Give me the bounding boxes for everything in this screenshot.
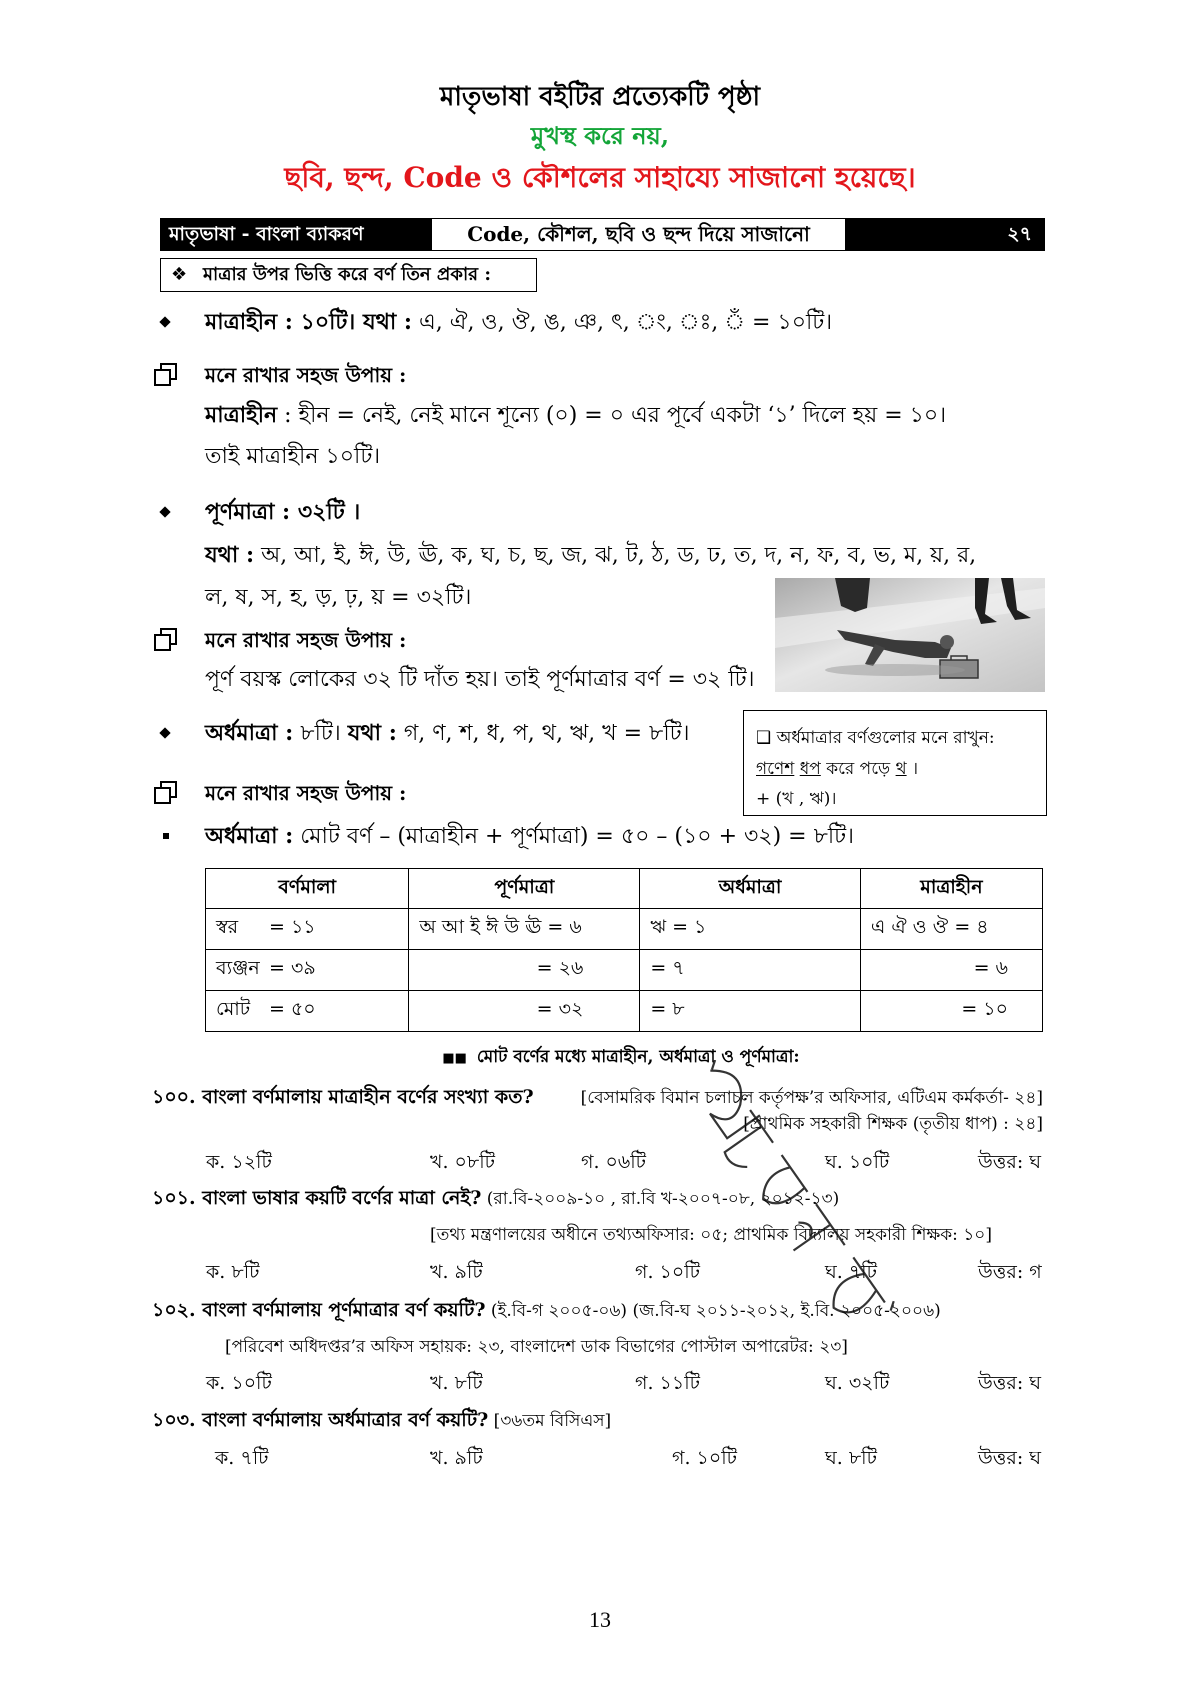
mnemonic-part: । xyxy=(906,759,919,779)
section-heading xyxy=(0,1045,1200,1071)
memo1-line1 xyxy=(205,400,946,431)
chapter-banner xyxy=(160,218,1045,251)
question-100-source: [বেসামরিক বিমান চলাচল কর্তৃপক্ষ’র অফিসার, এটিএম কর্মকর্তা- ২৪] xyxy=(580,1088,1043,1108)
option-gha: ঘ. ৩২টি xyxy=(825,1372,890,1394)
table-row xyxy=(206,991,1043,1032)
cell-value: = ৩৯ xyxy=(269,957,316,979)
table-cell: = ৭ xyxy=(640,950,861,991)
table-cell: অ আ ই ঈ উ ঊ = ৬ xyxy=(409,909,640,950)
ardhamatra-line xyxy=(205,718,689,749)
matrahin-example-label: যথা : xyxy=(355,309,413,335)
memo1-line2: তাই মাত্রাহীন ১০টি। xyxy=(205,444,381,469)
table-cell xyxy=(206,909,409,950)
answer: উত্তর: ঘ xyxy=(978,1447,1042,1469)
purnamatra-label: পূর্ণমাত্রা : ৩২টি । xyxy=(205,499,361,525)
square-bullet-icon xyxy=(163,833,169,839)
mnemonic-part: ধপ xyxy=(799,759,821,779)
question-102-options xyxy=(0,1370,1200,1396)
table-cell: = ৬ xyxy=(860,950,1042,991)
subtitle-red: ছবি, ছন্দ, Code ও কৌশলের সাহায্যে সাজানো হয়েছে। xyxy=(284,161,916,194)
memo2-line1: পূর্ণ বয়স্ক লোকের ৩২ টি দাঁত হয়। তাই পূর্ণমাত্রার বর্ণ = ৩২ টি। xyxy=(205,667,755,692)
table-cell: = ৮ xyxy=(640,991,861,1032)
table-cell: ঋ = ১ xyxy=(640,909,861,950)
question-number: ১০১. xyxy=(152,1187,196,1209)
mnemonic-part: থ xyxy=(895,759,907,779)
table-cell: = ২৬ xyxy=(409,950,640,991)
cell-label: স্বর xyxy=(216,916,239,938)
diamond-bullet-icon xyxy=(159,727,170,738)
banner-page-number: ২৭ xyxy=(846,219,1044,250)
matrahin-line xyxy=(205,307,832,338)
question-101 xyxy=(152,1185,839,1212)
matrahin-letters: এ, ঐ, ও, ঔ, ঙ, ঞ, ৎ, ং, ঃ, ঁ = ১০টি। xyxy=(412,310,833,335)
ardhamatra-letters: গ, ণ, শ, ধ, প, থ, ঋ, খ = ৮টি। xyxy=(396,721,690,746)
question-102-source2: [পরিবেশ অধিদপ্তর’র অফিস সহায়ক: ২৩, বাংলাদেশ ডাক বিভাগের পোস্টাল অপারেটর: ২৩] xyxy=(225,1337,848,1357)
letter-count-table xyxy=(205,868,1043,1032)
table-row xyxy=(206,950,1043,991)
checkbox-icon: ❑ xyxy=(756,728,772,748)
copy-note-icon xyxy=(152,627,180,653)
option-ga: গ. ১০টি xyxy=(635,1261,701,1283)
memo1-text: : হীন = নেই, নেই মানে শূন্যে (০) = ০ এর পূর্বে একটা ‘১’ দিলে হয় = ১০। xyxy=(277,403,947,428)
option-ga: গ. ১১টি xyxy=(635,1372,700,1394)
page-number: 13 xyxy=(589,1607,611,1632)
question-source: (রা.বি-২০০৯-১০ , রা.বি খ-২০০৭-০৮, ২০১২-১৩) xyxy=(481,1189,840,1209)
purnamatra-letters-1 xyxy=(205,540,976,571)
question-103 xyxy=(152,1407,611,1434)
option-gha: ঘ. ৭টি xyxy=(825,1261,877,1283)
slipping-man-photo xyxy=(775,578,1045,692)
table-cell xyxy=(206,950,409,991)
section-heading-text: মোট বর্ণের মধ্যে মাত্রাহীন, অর্ধমাত্রা ও পূর্ণমাত্রা: xyxy=(476,1047,800,1067)
formula-line xyxy=(205,821,854,852)
option-gha: ঘ. ৮টি xyxy=(825,1447,877,1469)
subtitle-green: মুখস্থ করে নয়, xyxy=(530,121,670,150)
purnamatra-example-label: যথা : xyxy=(205,542,255,568)
question-number: ১০২. xyxy=(152,1299,196,1321)
question-source: [৩৬তম বিসিএস] xyxy=(488,1411,612,1431)
ardhamatra-example-label: যথা : xyxy=(347,720,397,746)
answer: উত্তর: ঘ xyxy=(978,1151,1042,1173)
mnemonic-title xyxy=(756,726,995,750)
question-text: বাংলা বর্ণমালায় পূর্ণমাত্রার বর্ণ কয়টি? xyxy=(195,1299,486,1321)
table-row xyxy=(206,909,1043,950)
question-100 xyxy=(152,1084,534,1110)
question-103-options xyxy=(0,1445,1200,1471)
copy-note-icon xyxy=(152,362,180,388)
question-text: বাংলা বর্ণমালায় অর্ধমাত্রার বর্ণ কয়টি? xyxy=(195,1409,489,1431)
answer: উত্তর: গ xyxy=(978,1261,1042,1283)
question-text: বাংলা বর্ণমালায় মাত্রাহীন বর্ণের সংখ্যা কত? xyxy=(195,1086,534,1108)
option-kha: খ. ০৮টি xyxy=(430,1151,496,1173)
table-header-row xyxy=(206,869,1043,909)
option-kha: খ. ৯টি xyxy=(430,1447,483,1469)
question-101-options xyxy=(0,1259,1200,1285)
cell-label: ব্যঞ্জন xyxy=(216,957,260,979)
mnemonic-title-text: অর্ধমাত্রার বর্ণগুলোর মনে রাখুন: xyxy=(776,728,995,748)
matrahin-label: মাত্রাহীন : ১০টি। xyxy=(205,309,356,335)
diamond-bullet-icon xyxy=(159,316,170,327)
question-source: (ই.বি-গ ২০০৫-০৬) (জ.বি-ঘ ২০১১-২০১২, ই.বি. ২০০৫-২০০৬) xyxy=(485,1301,941,1321)
cell-label: মোট xyxy=(216,998,251,1020)
mnemonic-extra: + (খ , ঋ)। xyxy=(756,789,837,809)
memo1-heading: মনে রাখার সহজ উপায় : xyxy=(205,363,407,387)
cell-value: = ৫০ xyxy=(269,998,316,1020)
banner-chapter-label: মাতৃভাষা - বাংলা ব্যাকরণ xyxy=(161,219,431,250)
diamond-bullet-icon xyxy=(159,506,170,517)
table-cell xyxy=(206,991,409,1032)
four-diamond-icon: ❖ xyxy=(171,264,188,285)
option-ka: ক. ৮টি xyxy=(206,1261,260,1283)
table-header: মাত্রাহীন xyxy=(860,869,1042,909)
mnemonic-part: করে পড়ে xyxy=(820,759,896,779)
purnamatra-letters-2: ল, ষ, স, হ, ড়, ঢ়, য় = ৩২টি। xyxy=(205,585,472,610)
banner-tagline: Code, কৌশল, ছবি ও ছন্দ দিয়ে সাজানো xyxy=(431,219,846,250)
question-text: বাংলা ভাষার কয়টি বর্ণের মাত্রা নেই? xyxy=(195,1187,482,1209)
memo3-heading: মনে রাখার সহজ উপায় : xyxy=(205,781,407,805)
mnemonic-phrase xyxy=(756,757,918,781)
formula-label: অর্ধমাত্রা : xyxy=(205,823,294,849)
question-number: ১০০. xyxy=(152,1086,196,1108)
mnemonic-box xyxy=(743,710,1047,816)
option-kha: খ. ৮টি xyxy=(430,1372,483,1394)
table-cell: এ ঐ ও ঔ = ৪ xyxy=(860,909,1042,950)
question-number: ১০৩. xyxy=(152,1409,196,1431)
intro-box xyxy=(160,258,537,292)
intro-text: মাত্রার উপর ভিত্তি করে বর্ণ তিন প্রকার : xyxy=(203,264,491,285)
purnamatra-letters: অ, আ, ই, ঈ, উ, ঊ, ক, ঘ, চ, ছ, জ, ঝ, ট, ঠ, ড, ঢ, ত, দ, ন, ফ, ব, ভ, ম, য়, র, xyxy=(254,543,977,568)
memo1-label: মাত্রাহীন xyxy=(205,402,278,428)
table-header: পূর্ণমাত্রা xyxy=(409,869,640,909)
answer: উত্তর: ঘ xyxy=(978,1372,1042,1394)
table-cell: = ১০ xyxy=(860,991,1042,1032)
memo2-heading: মনে রাখার সহজ উপায় : xyxy=(205,628,407,652)
option-ka: ক. ১২টি xyxy=(206,1151,272,1173)
option-kha: খ. ৯টি xyxy=(430,1261,483,1283)
question-100-source2: [প্রাথমিক সহকারী শিক্ষক (তৃতীয় ধাপ) : ২৪] xyxy=(743,1114,1043,1134)
square-bullets-icon: ■■ xyxy=(442,1051,467,1066)
option-ka: ক. ৭টি xyxy=(215,1447,269,1469)
copy-note-icon xyxy=(152,780,180,806)
ardhamatra-count: ৮টি। xyxy=(293,721,348,746)
option-ka: ক. ১০টি xyxy=(206,1372,272,1394)
cell-value: = ১১ xyxy=(269,916,316,938)
option-gha: ঘ. ১০টি xyxy=(825,1151,890,1173)
formula-text: মোট বর্ণ – (মাত্রাহীন + পূর্ণমাত্রা) = ৫০ – (১০ + ৩২) = ৮টি। xyxy=(293,824,855,849)
ardhamatra-label: অর্ধমাত্রা : xyxy=(205,720,294,746)
table-header: অর্ধমাত্রা xyxy=(640,869,861,909)
question-100-options xyxy=(0,1149,1200,1175)
option-ga: গ. ১০টি xyxy=(672,1447,738,1469)
mnemonic-part: গণেশ xyxy=(756,759,795,779)
table-header: বর্ণমালা xyxy=(206,869,409,909)
question-102 xyxy=(152,1297,941,1324)
page-title: মাতৃভাষা বইটির প্রত্যেকটি পৃষ্ঠা xyxy=(439,82,761,112)
question-101-source2: [তথ্য মন্ত্রণালয়ের অধীনে তথ্যঅফিসার: ০৫; প্রাথমিক বিদ্যালয় সহকারী শিক্ষক: ১০] xyxy=(430,1225,992,1245)
table-cell: = ৩২ xyxy=(409,991,640,1032)
option-ga: গ. ০৬টি xyxy=(581,1151,647,1173)
